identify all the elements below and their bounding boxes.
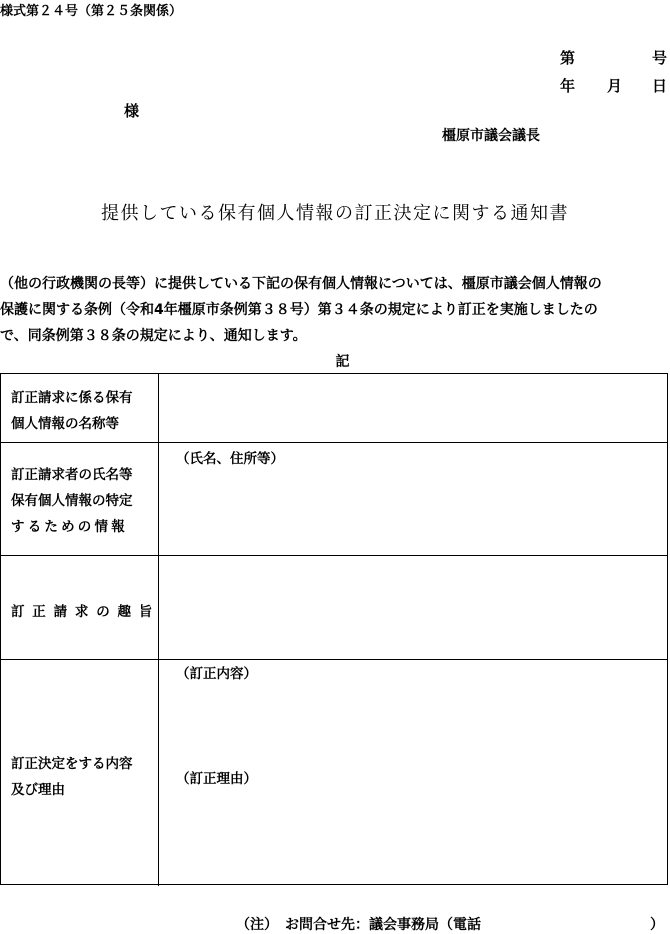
sender-name: 橿原市議会議長 xyxy=(442,128,540,144)
body-paragraph xyxy=(0,271,670,349)
cell-note: （氏名、住所等） xyxy=(176,451,284,467)
row-header-cell xyxy=(1,660,159,886)
document-number-label: 第 xyxy=(560,49,576,67)
body-line: 保護に関する条例（令和4年橿原市条例第３８号）第３４条の規定により訂正を実施しましたの xyxy=(0,302,598,318)
row-header-cell xyxy=(1,556,159,659)
table-row xyxy=(1,442,667,555)
form-number: 様式第２４号（第２５条関係） xyxy=(0,4,183,19)
row-label: するための情報 xyxy=(11,519,128,535)
row-label: 訂正請求に係る保有 xyxy=(11,390,133,406)
date-day-label: 日 xyxy=(652,77,668,95)
date-month-label: 月 xyxy=(607,77,623,95)
row-label: 保有個人情報の特定 xyxy=(11,493,133,509)
value-cell-name[interactable] xyxy=(159,374,667,442)
row-header-cell xyxy=(1,443,159,555)
document-title: 提供している保有個人情報の訂正決定に関する通知書 xyxy=(101,203,569,224)
value-cell-purpose[interactable] xyxy=(159,556,667,659)
value-cell-requester[interactable] xyxy=(159,443,667,555)
table-row xyxy=(1,555,667,659)
date-year-label: 年 xyxy=(560,77,576,95)
value-cell-decision[interactable] xyxy=(159,660,667,886)
footer-close-paren: ） xyxy=(650,917,664,933)
row-label: 個人情報の名称等 xyxy=(11,416,119,432)
row-header-cell xyxy=(1,374,159,442)
cell-note: （訂正理由） xyxy=(176,771,257,787)
record-table xyxy=(0,373,668,885)
row-label: 訂正請求者の氏名等 xyxy=(11,467,133,483)
addressee-honorific: 様 xyxy=(124,102,140,120)
footer-contact-note: （注） お問合せ先：議会事務局（電話 xyxy=(236,917,481,933)
cell-note: （訂正内容） xyxy=(176,666,257,682)
row-label: 及び理由 xyxy=(11,782,65,798)
document-number-suffix: 号 xyxy=(652,49,668,67)
body-line: で、同条例第３８条の規定により、通知します。 xyxy=(0,328,307,344)
table-row xyxy=(1,374,667,442)
row-label: 訂正決定をする内容 xyxy=(11,756,133,772)
table-row xyxy=(1,659,667,886)
body-line: （他の行政機関の長等）に提供している下記の保有個人情報については、橿原市議会個人情報の xyxy=(0,276,602,292)
row-label: 訂正請求の趣旨 xyxy=(11,604,161,620)
ki-heading: 記 xyxy=(335,354,350,370)
